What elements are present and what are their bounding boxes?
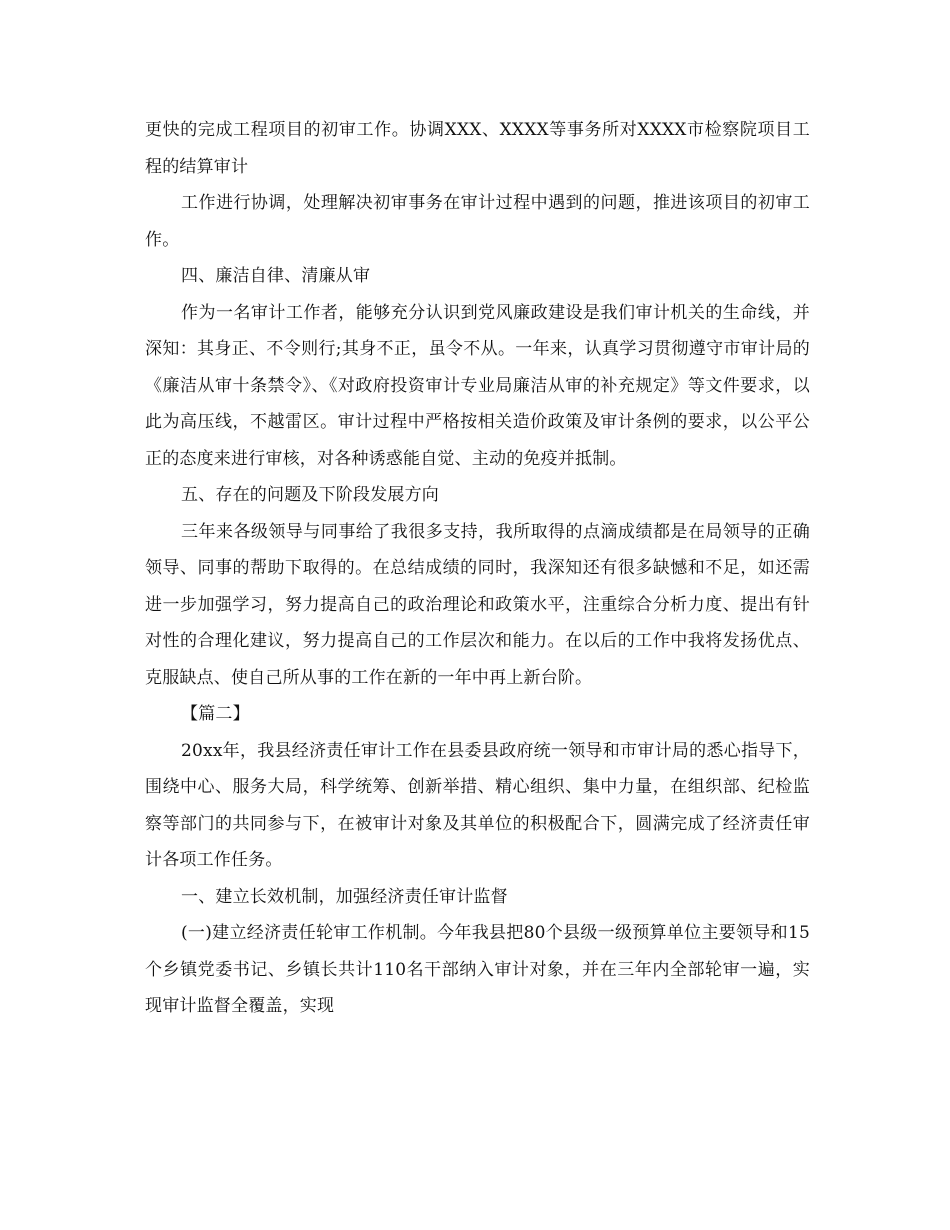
section-heading-1: 一、建立长效机制，加强经济责任审计监督 (181, 886, 508, 907)
paragraph-5: 20xx年，我县经济责任审计工作在县委县政府统一领导和市审计局的悉心指导下，围绕中心、服务大局，科学统筹、创新举措、精心组织、集中力量，在组织部、纪检监察等部门的共同参与下，在被审计对象及其单位的积极配合下，圆满完成了经济责任审计各项工作任务。 (145, 740, 810, 870)
part-two-heading: 【篇二】 (181, 704, 250, 724)
paragraph-4: 三年来各级领导与同事给了我很多支持，我所取得的点滴成绩都是在局领导的正确领导、同事的帮助下取得的。在总结成绩的同时，我深知还有很多缺憾和不足，如还需进一步加强学习，努力提高自己的政治理论和政策水平，注重综合分析力度、提出有针对性的合理化建议，努力提高自己的工作层次和能力。在以后的工作中我将发扬优点、克服缺点、使自己所从事的工作在新的一年中再上新台阶。 (145, 521, 810, 688)
section-heading-5: 五、存在的问题及下阶段发展方向 (181, 485, 439, 505)
document-body (145, 112, 810, 1025)
paragraph-6: (一)建立经济责任轮审工作机制。今年我县把80个县级一级预算单位主要领导和15个乡镇党委书记、乡镇长共计110名干部纳入审计对象，并在三年内全部轮审一遍，实现审计监督全覆盖，实现 (145, 923, 810, 1016)
paragraph-1: 更快的完成工程项目的初审工作。协调XXX、XXXX等事务所对XXXX市检察院项目工程的结算审计 (145, 120, 810, 177)
paragraph-3: 作为一名审计工作者，能够充分认识到党风廉政建设是我们审计机关的生命线，并深知：其身正、不令则行;其身不正，虽令不从。一年来，认真学习贯彻遵守市审计局的《廉洁从审十条禁令》、《对政府投资审计专业局廉洁从审的补充规定》等文件要求，以此为高压线，不越雷区。审计过程中严格按相关造价政策及审计条例的要求，以公平公正的态度来进行审核，对各种诱惑能自觉、主动的免疫并抵制。 (145, 302, 810, 469)
paragraph-2: 工作进行协调，处理解决初审事务在审计过程中遇到的问题，推进该项目的初审工作。 (145, 193, 810, 250)
section-heading-4: 四、廉洁自律、清廉从审 (181, 266, 371, 286)
